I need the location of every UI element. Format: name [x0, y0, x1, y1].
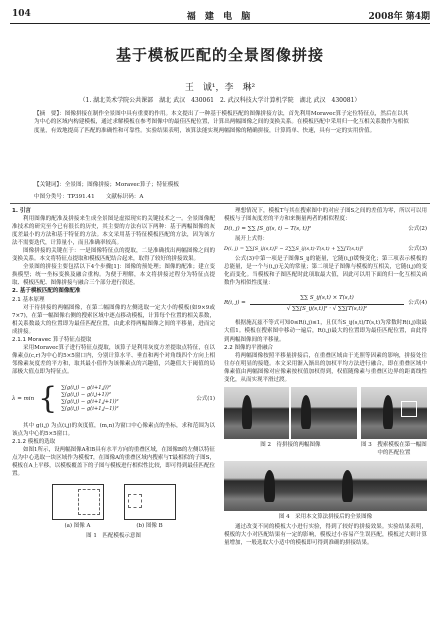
article-authors: 王 诚¹，李 琳²	[184, 83, 256, 93]
section-2-1-2-paragraph: 如图1所示，设两幅图像A和B具有水平方向的重叠区域，在图像B的左侧以特征点为中心选取一块区域作为模板T，在图像A的重叠区域内搜索与T最相似的子图S，模板在A上平移，以模板覆盖下的子图与模板进行相似性比较，即可得到最佳匹配位置。	[12, 447, 215, 478]
equation-4-lhs: R(i, j) =	[224, 300, 246, 307]
figure-2	[224, 387, 357, 457]
section-2-1-1-heading: 2.1.1 Moravec 算子特征点提取	[12, 336, 92, 343]
figure-1a-label: (a) 图像 A	[64, 523, 91, 530]
equation-1-number: 公式(1)	[196, 395, 215, 402]
equation-4-denominator: √ ∑∑[S_ij(s,t)]² · √ ∑∑[T(s,t)]²	[286, 305, 368, 312]
right-column	[224, 207, 427, 547]
figure-3	[361, 387, 427, 457]
section-divider	[10, 203, 430, 204]
equation-2	[224, 225, 427, 233]
equation-1-term: ∑(g(i,j) − g(i,j+1))²	[61, 391, 111, 398]
equation-2-body: D(i, j) = ∑∑ [S_ij(s, t) − T(s, t)]²	[224, 226, 312, 233]
image-b-box	[124, 484, 176, 520]
section-2-1-1-paragraph: 采用Moravec算子进行特征点提取，该算子是利用灰度方差提取点特征，在以像素点(c,r)为中心的5×5窗口内，分别计算水平、垂直和两个对角线四个方向上相邻像素灰度差的平方和，取其最小值作为该像素点的兴趣值，兴趣值大于阈值的局部极大值点即为特征点。	[12, 344, 215, 375]
right-paragraph-3: 公式(3)中第一项是子图像S_ij的能量，它随(i,j)缓慢变化；第三项表示模板的总能量，是一个与(i,j)无关的常量；第二项是子图像与模板的互相关，它随(i,j)的变化而变化。当模板和子图匹配时此项取最大值，因此可以用下面的归一化互相关函数作为相似性度量：	[224, 256, 427, 287]
equation-1-explanation: 其中 g(i,j) 为点(i,j)的灰度值，(m,n)为窗口中心像素点的坐标，求和范围为以该点为中心的5×5窗口。	[12, 422, 215, 438]
image-a-box	[52, 484, 104, 520]
source-photo-1	[224, 387, 289, 439]
equation-1-brace: {	[38, 380, 58, 416]
journal-name: 福 建 电 脑	[186, 12, 254, 22]
intro-paragraph-1: 利用图像的配准及拼接来生成全景图是虚拟现实的关键技术之一。全景图像配准技术的研究至今已有很长的历史，其主要的方法有以下两种：基于两幅图像的灰度差最小的方法和基于特征的方法。本文采用基于特征模板匹配的方法，因为该方法不需要迭代，计算量小，而且准确率较高。	[12, 216, 215, 247]
equation-3-body: D(i, j) = ∑∑[S_ij(s,t)]² − 2∑∑S_ij(s,t)·T(s,t) + ∑∑[T(s,t)]²	[224, 246, 364, 253]
figure-3-caption: 图 3 搜索模板在第一幅图中的匹配位置	[360, 441, 427, 456]
left-column	[12, 207, 215, 540]
panorama-photo	[224, 461, 427, 511]
figure-1a	[52, 484, 104, 530]
right-paragraph-2: 展开上式得：	[235, 236, 269, 243]
section-2-2-paragraph: 将两幅图像按照平移量拼接后，在重叠区域由于光照等因素的影响，拼接处往往存在明显的接缝。本文采用渐入渐出的加权平均方法进行融合，即在重叠区域中像素值由两幅图像对应像素按权值加权得到，权值随像素与重叠区边界的距离线性变化，从而实现平滑过渡。	[224, 352, 427, 383]
equation-2-number: 公式(2)	[408, 226, 427, 233]
right-paragraph-5: 通过改变不同的模板大小进行实验，得到了较好的拼接效果。实验结果表明，模板的大小对匹配结果有一定的影响，模板过小容易产生误匹配，模板过大则计算量增加，一般选取大小适中的模板即可得到准确的拼接结果。	[224, 523, 427, 547]
tree-shape	[301, 395, 311, 429]
overlap-region	[78, 489, 100, 515]
match-photo	[361, 387, 427, 439]
article-title: 基于模板匹配的全景图像拼接	[115, 46, 324, 64]
template-region	[128, 494, 142, 508]
figure-2-caption: 图 2 待拼接的两幅图像	[260, 441, 321, 448]
equation-1-term: ∑(g(i,j) − g(i+1,j−1))²	[61, 405, 119, 412]
source-photo-2	[291, 387, 356, 439]
keywords: 【关键词】：全景图；图像拼接；Moravec算子；特征模板	[34, 182, 179, 188]
equation-4	[224, 290, 427, 316]
section-2-1-heading: 2.1 基本原理	[12, 296, 45, 303]
match-box	[401, 401, 417, 417]
right-paragraph-1: 理想情况下，模板T与其在搜索图中的对应子图S之间的差值为零，所以可以用模板与子图灰度差的平方和来衡量两者的相似程度：	[224, 208, 427, 223]
section-2-1-paragraph: 对于待拼接的两幅图像，在第二幅图像的左侧选取一定大小的模板(如9×9或7×7)，在第一幅图像右侧的搜索区域中逐点移动模板，计算每个位置的相关系数，相关系数最大的位置即为最佳匹配位置，由此求得两幅图像之间的平移量，进而完成拼接。	[12, 304, 215, 335]
equation-3	[224, 245, 427, 253]
equation-4-number: 公式(4)	[408, 300, 427, 307]
equation-4-fraction	[250, 294, 404, 313]
figure-1	[12, 484, 215, 530]
section-2-2-heading: 2.2 图像的平滑融合	[224, 344, 273, 351]
issue-label: 2008年 第4期	[368, 12, 430, 22]
tree-shape	[342, 470, 353, 502]
equation-1-terms	[61, 385, 118, 413]
intro-paragraph-3: 全景图的拼接主要包括以下4个步骤[1]：图像的预处理；图像的配准；建立变换模型；统一坐标变换及融合重构。为便于理解，本文将拼接过程分为特征点提取、模板匹配、图像拼接与融合三个部分进行叙述。	[12, 264, 215, 287]
figure-4-caption: 图 4 采用本文算法拼接后的全景图像	[278, 513, 373, 520]
tree-shape	[264, 470, 275, 502]
intro-paragraph-2: 图像拼接的关键在于：一是图像特征点的提取，二是准确找出两幅图像之间的变换关系。本文将特征点提取和模板匹配结合起来，取得了较好的拼接效果。	[12, 248, 215, 263]
page-header	[10, 7, 430, 24]
equation-1-lhs: λ = min	[12, 395, 35, 402]
tree-shape	[242, 395, 252, 429]
section-2-heading: 2. 基于模板匹配的图像配准	[12, 288, 81, 295]
equation-4-numerator: ∑∑ S_ij(s,t) × T(s,t)	[250, 294, 404, 305]
equation-1	[12, 379, 215, 419]
figure-1b	[124, 484, 176, 530]
figures-2-3	[224, 387, 427, 457]
tree-shape	[383, 395, 393, 429]
equation-1-term: ∑(g(i,j) − g(i+1,j))²	[61, 384, 111, 391]
figure-1b-label: (b) 图像 B	[136, 523, 163, 530]
equation-1-term: ∑(g(i,j) − g(i+1,j+1))²	[61, 398, 119, 405]
article-affiliation: （1. 湖北美术学院公共课部 湖北 武汉 430061 2. 武汉科技大学计算机学院 湖北 武汉 430081）	[79, 97, 361, 104]
figure-1-caption: 图 1 匹配模板示意图	[86, 533, 141, 540]
section-2-1-2-heading: 2.1.2 模板的选取	[12, 439, 56, 446]
classification: 中图分类号：TP391.41 文献标识码：A	[34, 194, 144, 200]
right-paragraph-4: 根据施瓦兹不等式可知0≤R(i,j)≤1，且仅当S_ij(s,t)/T(s,t)为常数时R(i,j)取最大值1。模板在搜索图中移动一遍后，R(i,j)最大的位置即为最佳匹配位置，由此得到两幅图像间的平移量。	[224, 320, 427, 343]
intro-heading: 1. 引言	[12, 208, 31, 214]
abstract: 【摘 要】：图像拼接在制作全景图中具有重要的作用。本文提出了一种基于模板匹配的图像拼接方法，首先利用Moravec算子定位特征点，然后在以其为中心的区域内构建模板，通过求解模板在参考图像中的最佳匹配位置，计算出两幅图像之间的变换关系。在模板匹配中采用归一化互相关系数作为相似度量，有效地提高了匹配的准确性和可靠性。实验结果表明，该算法能实现两幅图像的精确拼接，计算简单、快速，具有一定的实用价值。	[34, 111, 409, 134]
page-number: 104	[12, 9, 31, 19]
equation-3-number: 公式(3)	[408, 246, 427, 253]
